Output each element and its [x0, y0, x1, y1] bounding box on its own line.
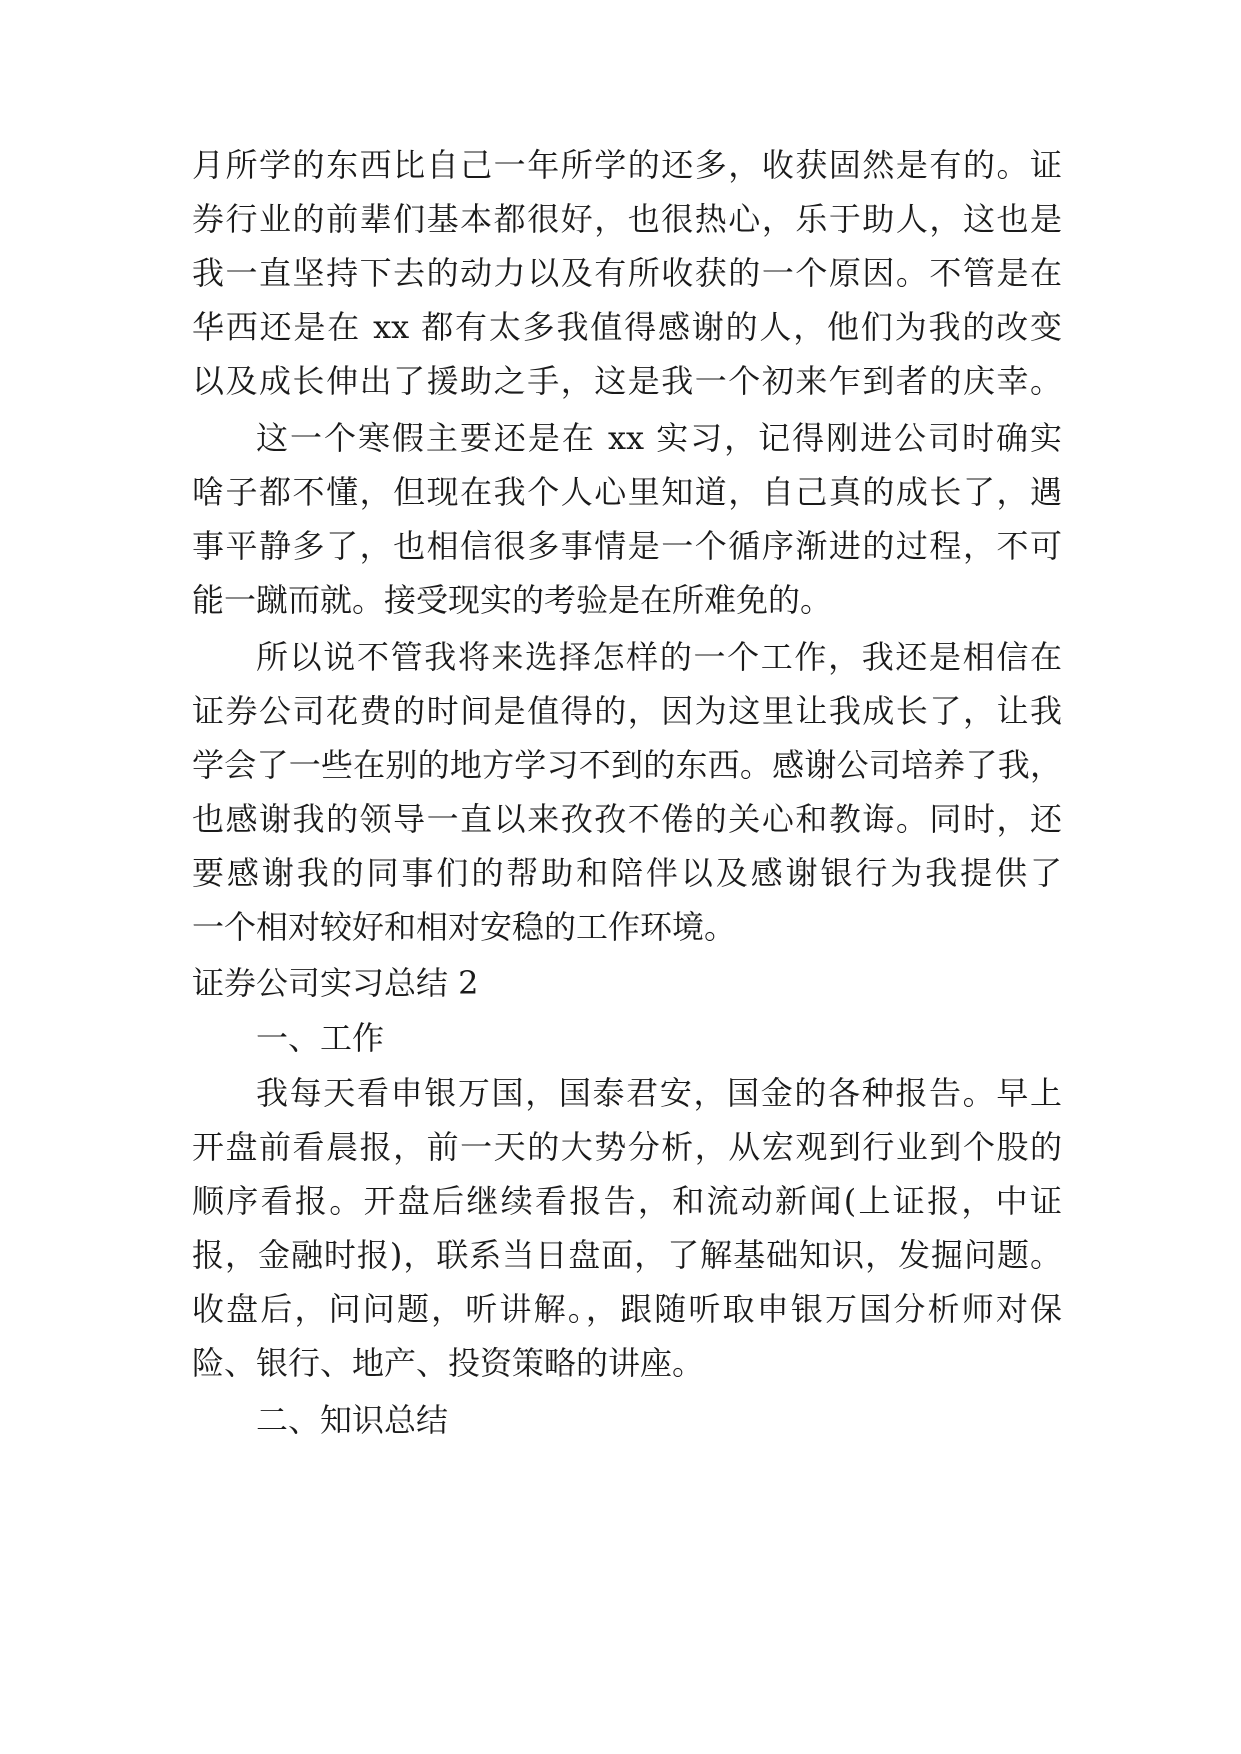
- paragraph-line: 我一直坚持下去的动力以及有所收获的一个原因。不管是在: [192, 254, 1062, 292]
- subsection-heading: 一、工作: [256, 1019, 385, 1057]
- paragraph-line: 能一蹴而就。接受现实的考验是在所难免的。: [192, 581, 833, 619]
- paragraph-line: 月所学的东西比自己一年所学的还多，收获固然是有的。证: [192, 146, 1062, 184]
- paragraph-line: 事平静多了，也相信很多事情是一个循序渐进的过程，不可: [192, 527, 1062, 565]
- paragraph-line: 华西还是在 xx 都有太多我值得感谢的人，他们为我的改变: [192, 308, 1062, 346]
- paragraph-line: 证券公司花费的时间是值得的，因为这里让我成长了，让我: [192, 692, 1062, 730]
- paragraph-line: 收盘后，问问题，听讲解。，跟随听取申银万国分析师对保: [192, 1290, 1062, 1328]
- paragraph-line: 也感谢我的领导一直以来孜孜不倦的关心和教诲。同时，还: [192, 800, 1062, 838]
- paragraph-line: 顺序看报。开盘后继续看报告，和流动新闻(上证报，中证: [192, 1182, 1062, 1220]
- paragraph-line: 要感谢我的同事们的帮助和陪伴以及感谢银行为我提供了: [192, 854, 1062, 892]
- paragraph-line: 一个相对较好和相对安稳的工作环境。: [192, 908, 737, 946]
- paragraph-line: 报，金融时报)，联系当日盘面，了解基础知识，发掘问题。: [192, 1236, 1062, 1274]
- paragraph-line: 学会了一些在别的地方学习不到的东西。感谢公司培养了我，: [192, 746, 1062, 784]
- paragraph-line: 所以说不管我将来选择怎样的一个工作，我还是相信在: [256, 638, 1062, 676]
- paragraph-line: 开盘前看晨报，前一天的大势分析，从宏观到行业到个股的: [192, 1128, 1062, 1166]
- section-title: 证券公司实习总结 2: [192, 964, 479, 1002]
- paragraph-line: 我每天看申银万国，国泰君安，国金的各种报告。早上: [256, 1074, 1062, 1112]
- paragraph-line: 券行业的前辈们基本都很好，也很热心，乐于助人，这也是: [192, 200, 1062, 238]
- paragraph-line: 啥子都不懂，但现在我个人心里知道，自己真的成长了，遇: [192, 473, 1062, 511]
- paragraph-line: 险、银行、地产、投资策略的讲座。: [192, 1344, 705, 1382]
- paragraph-line: 这一个寒假主要还是在 xx 实习，记得刚进公司时确实: [256, 419, 1062, 457]
- subsection-heading: 二、知识总结: [256, 1401, 449, 1439]
- paragraph-line: 以及成长伸出了援助之手，这是我一个初来乍到者的庆幸。: [192, 362, 1062, 400]
